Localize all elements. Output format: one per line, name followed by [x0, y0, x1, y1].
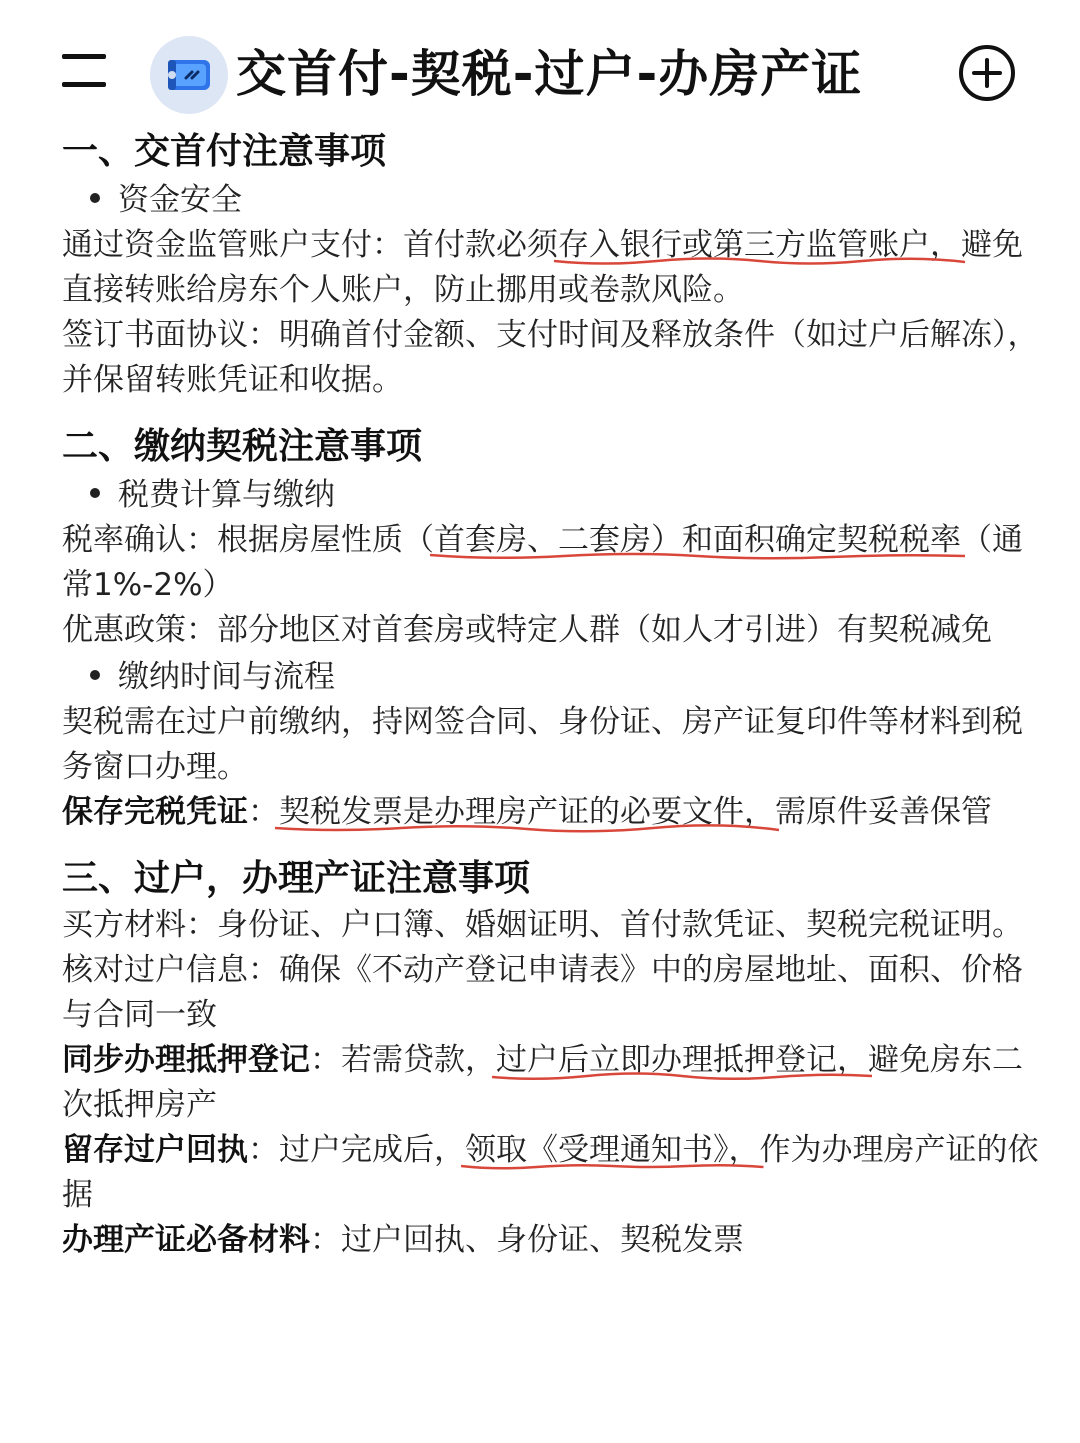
- underlined-text: 领取《受理通知书》，: [465, 1132, 760, 1168]
- bullet-dot-icon: [90, 488, 100, 498]
- red-underline: [554, 255, 965, 269]
- section-heading-1: 一、交首付注意事项: [62, 131, 387, 172]
- paragraph: 签订书面协议：明确首付金额、支付时间及释放条件（如过户后解冻），并保留转账凭证和收据。: [62, 317, 1039, 398]
- paragraph: 保存完税凭证：契税发票是办理房产证的必要文件， 需原件妥善保管: [62, 790, 1047, 835]
- red-underline: [492, 1070, 872, 1084]
- bullet-item: 资金安全: [62, 178, 1047, 223]
- paragraph: 契税需在过户前缴纳，持网签合同、身份证、房产证复印件等材料到税务窗口办理。: [62, 704, 1023, 785]
- section-heading-3: 三、过户，办理产证注意事项: [62, 858, 531, 899]
- paragraph: 核对过户信息：确保《不动产登记申请表》中的房屋地址、面积、价格与合同一致: [62, 952, 1023, 1033]
- page-title: 交首付-契税-过户-办房产证: [236, 45, 863, 103]
- paragraph: 通过资金监管账户支付：首付款必须存入银行或第三方监管账户， 避免直接转账给房东个人账户，防止挪用或卷款风险。: [62, 227, 1023, 308]
- underlined-text: 存入银行或第三方监管账户，: [558, 227, 961, 263]
- add-circle-icon[interactable]: [958, 44, 1016, 102]
- paragraph: 留存过户回执：过户完成后，领取《受理通知书》， 作为办理房产证的依据: [62, 1132, 1039, 1213]
- underlined-text: 首套房、二套房）和面积确定契税税率: [434, 522, 961, 558]
- paragraph: 税率确认：根据房屋性质（首套房、二套房）和面积确定契税税率 （通常1%-2%）: [62, 522, 1023, 603]
- article-content: [62, 128, 1047, 1263]
- paragraph: 同步办理抵押登记：若需贷款，过户后立即办理抵押登记， 避免房东二次抵押房产: [62, 1042, 1023, 1123]
- bullet-dot-icon: [90, 193, 100, 203]
- paragraph: 优惠政策：部分地区对首套房或特定人群（如人才引进）有契税减免: [62, 612, 992, 648]
- underlined-text: 契税发票是办理房产证的必要文件，: [279, 794, 775, 830]
- paragraph: 买方材料：身份证、户口簿、婚姻证明、首付款凭证、契税完税证明。: [62, 907, 1023, 943]
- menu-icon[interactable]: [62, 50, 108, 90]
- underlined-text: 过户后立即办理抵押登记，: [496, 1042, 868, 1078]
- red-underline: [430, 550, 965, 564]
- bullet-item: 缴纳时间与流程: [62, 655, 1047, 700]
- memo-icon: [150, 36, 228, 114]
- header: [0, 0, 1080, 140]
- section-heading-2: 二、缴纳契税注意事项: [62, 426, 423, 467]
- red-underline: [461, 1160, 764, 1174]
- paragraph: 办理产证必备材料：过户回执、身份证、契税发票: [62, 1222, 744, 1258]
- red-underline: [275, 822, 779, 836]
- bullet-item: 税费计算与缴纳: [62, 473, 1047, 518]
- bullet-dot-icon: [90, 670, 100, 680]
